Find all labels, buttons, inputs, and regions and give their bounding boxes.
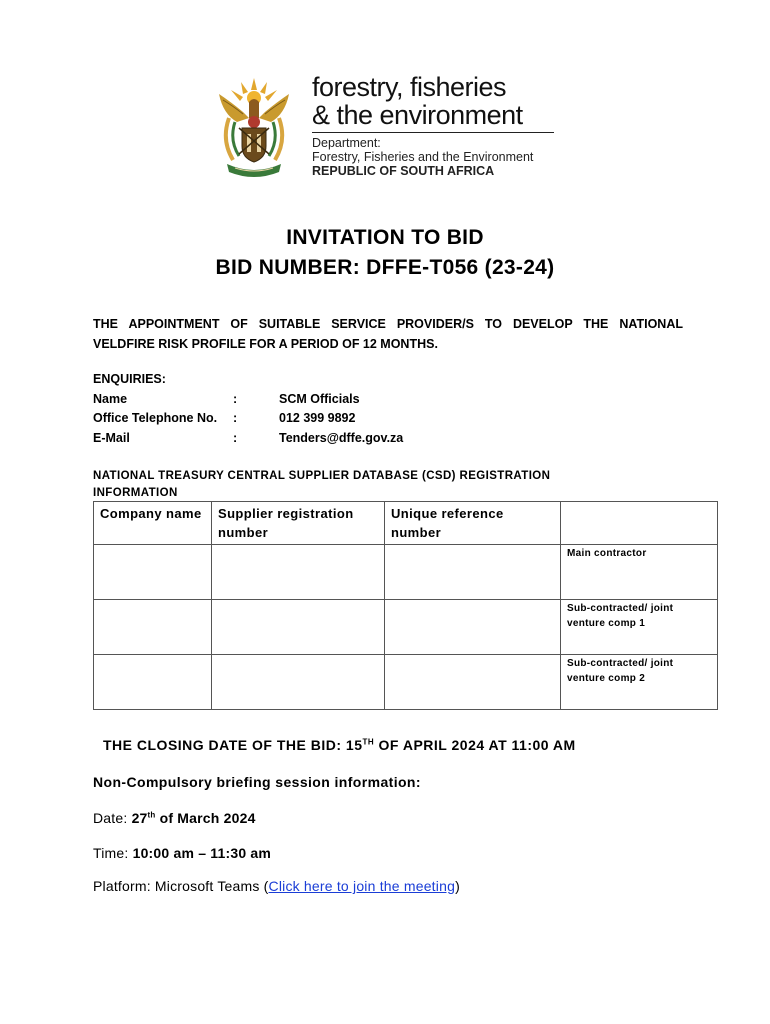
company-name-cell[interactable]: [94, 655, 212, 710]
date-label: Date:: [93, 810, 132, 826]
table-header-row: [94, 502, 718, 545]
date-day: 27: [131, 810, 148, 826]
closing-date: [103, 737, 576, 753]
brand-line-2: & the environment: [312, 100, 523, 130]
briefing-date: [93, 810, 256, 826]
supplier-registration-cell[interactable]: [212, 600, 385, 655]
bid-number: BID NUMBER: DFFE-T056 (23-24): [215, 256, 555, 279]
join-meeting-link[interactable]: Click here to join the meeting: [268, 878, 456, 894]
column-header-company-name: Company name: [94, 502, 212, 545]
column-header-unique-reference: Unique reference number: [385, 502, 561, 545]
company-name-cell[interactable]: [94, 600, 212, 655]
brand-divider: [312, 132, 554, 133]
briefing-time: [93, 845, 271, 861]
unique-reference-cell[interactable]: [385, 600, 561, 655]
unique-reference-cell[interactable]: [385, 545, 561, 600]
bid-description-line-2: VELDFIRE RISK PROFILE FOR A PERIOD OF 12 MONTHS.: [93, 337, 438, 351]
enquiry-email: Tenders@dffe.gov.za: [279, 430, 404, 445]
enquiries-section: [93, 370, 493, 460]
csd-heading-line-1: NATIONAL TREASURY CENTRAL SUPPLIER DATABASE (CSD) REGISTRATION: [93, 470, 551, 482]
unique-reference-cell[interactable]: [385, 655, 561, 710]
date-rest: of March 2024: [155, 810, 256, 826]
date-ordinal: th: [147, 810, 156, 820]
enquiry-colon: :: [233, 411, 238, 425]
platform-close: ): [455, 878, 460, 894]
table-row: [94, 600, 718, 655]
briefing-heading: Non-Compulsory briefing session information:: [93, 774, 421, 790]
bid-description: [93, 314, 683, 354]
column-header-supplier-registration: Supplier registration number: [212, 502, 385, 545]
brand-line-1: forestry, fisheries: [312, 72, 507, 102]
coat-of-arms-logo: [213, 72, 295, 180]
table-row: [94, 545, 718, 600]
closing-date-rest: OF APRIL 2024 AT 11:00 AM: [374, 737, 576, 753]
table-row: [94, 655, 718, 710]
row-label-subcontracted-1: Sub-contracted/ joint venture comp 1: [561, 600, 718, 655]
department-label: Department:: [312, 136, 381, 150]
platform-label: Platform: Microsoft Teams (: [93, 878, 269, 894]
enquiry-value: 012 399 9892: [279, 411, 356, 425]
supplier-registration-cell[interactable]: [212, 545, 385, 600]
time-label: Time:: [93, 845, 133, 861]
closing-date-prefix: THE CLOSING DATE OF THE BID: 15: [103, 737, 363, 753]
bid-description-line-1: THE APPOINTMENT OF SUITABLE SERVICE PROVIDER/S TO DEVELOP THE NATIONAL: [93, 317, 683, 331]
enquiry-colon: :: [233, 430, 238, 445]
row-label-subcontracted-2: Sub-contracted/ joint venture comp 2: [561, 655, 718, 710]
csd-registration-table: [93, 501, 717, 705]
company-name-cell[interactable]: [94, 545, 212, 600]
closing-date-suffix-ordinal: TH: [362, 737, 375, 747]
csd-heading: [93, 468, 673, 502]
enquiry-colon: :: [233, 391, 238, 406]
department-name: Forestry, Fisheries and the Environment: [312, 150, 534, 164]
briefing-platform: [93, 878, 460, 894]
supplier-registration-cell[interactable]: [212, 655, 385, 710]
time-value: 10:00 am – 11:30 am: [132, 845, 272, 861]
enquiries-heading: ENQUIRIES:: [93, 372, 166, 386]
document-title: INVITATION TO BID: [286, 226, 484, 249]
row-label-main-contractor: Main contractor: [561, 545, 718, 600]
column-header-blank: [561, 502, 718, 545]
csd-heading-line-2: INFORMATION: [93, 487, 178, 499]
enquiry-label: Name: [93, 391, 128, 406]
enquiry-label: E-Mail: [93, 430, 130, 445]
enquiry-label: Office Telephone No.: [93, 411, 218, 425]
country-name: REPUBLIC OF SOUTH AFRICA: [312, 164, 495, 178]
enquiry-value: SCM Officials: [279, 391, 360, 406]
